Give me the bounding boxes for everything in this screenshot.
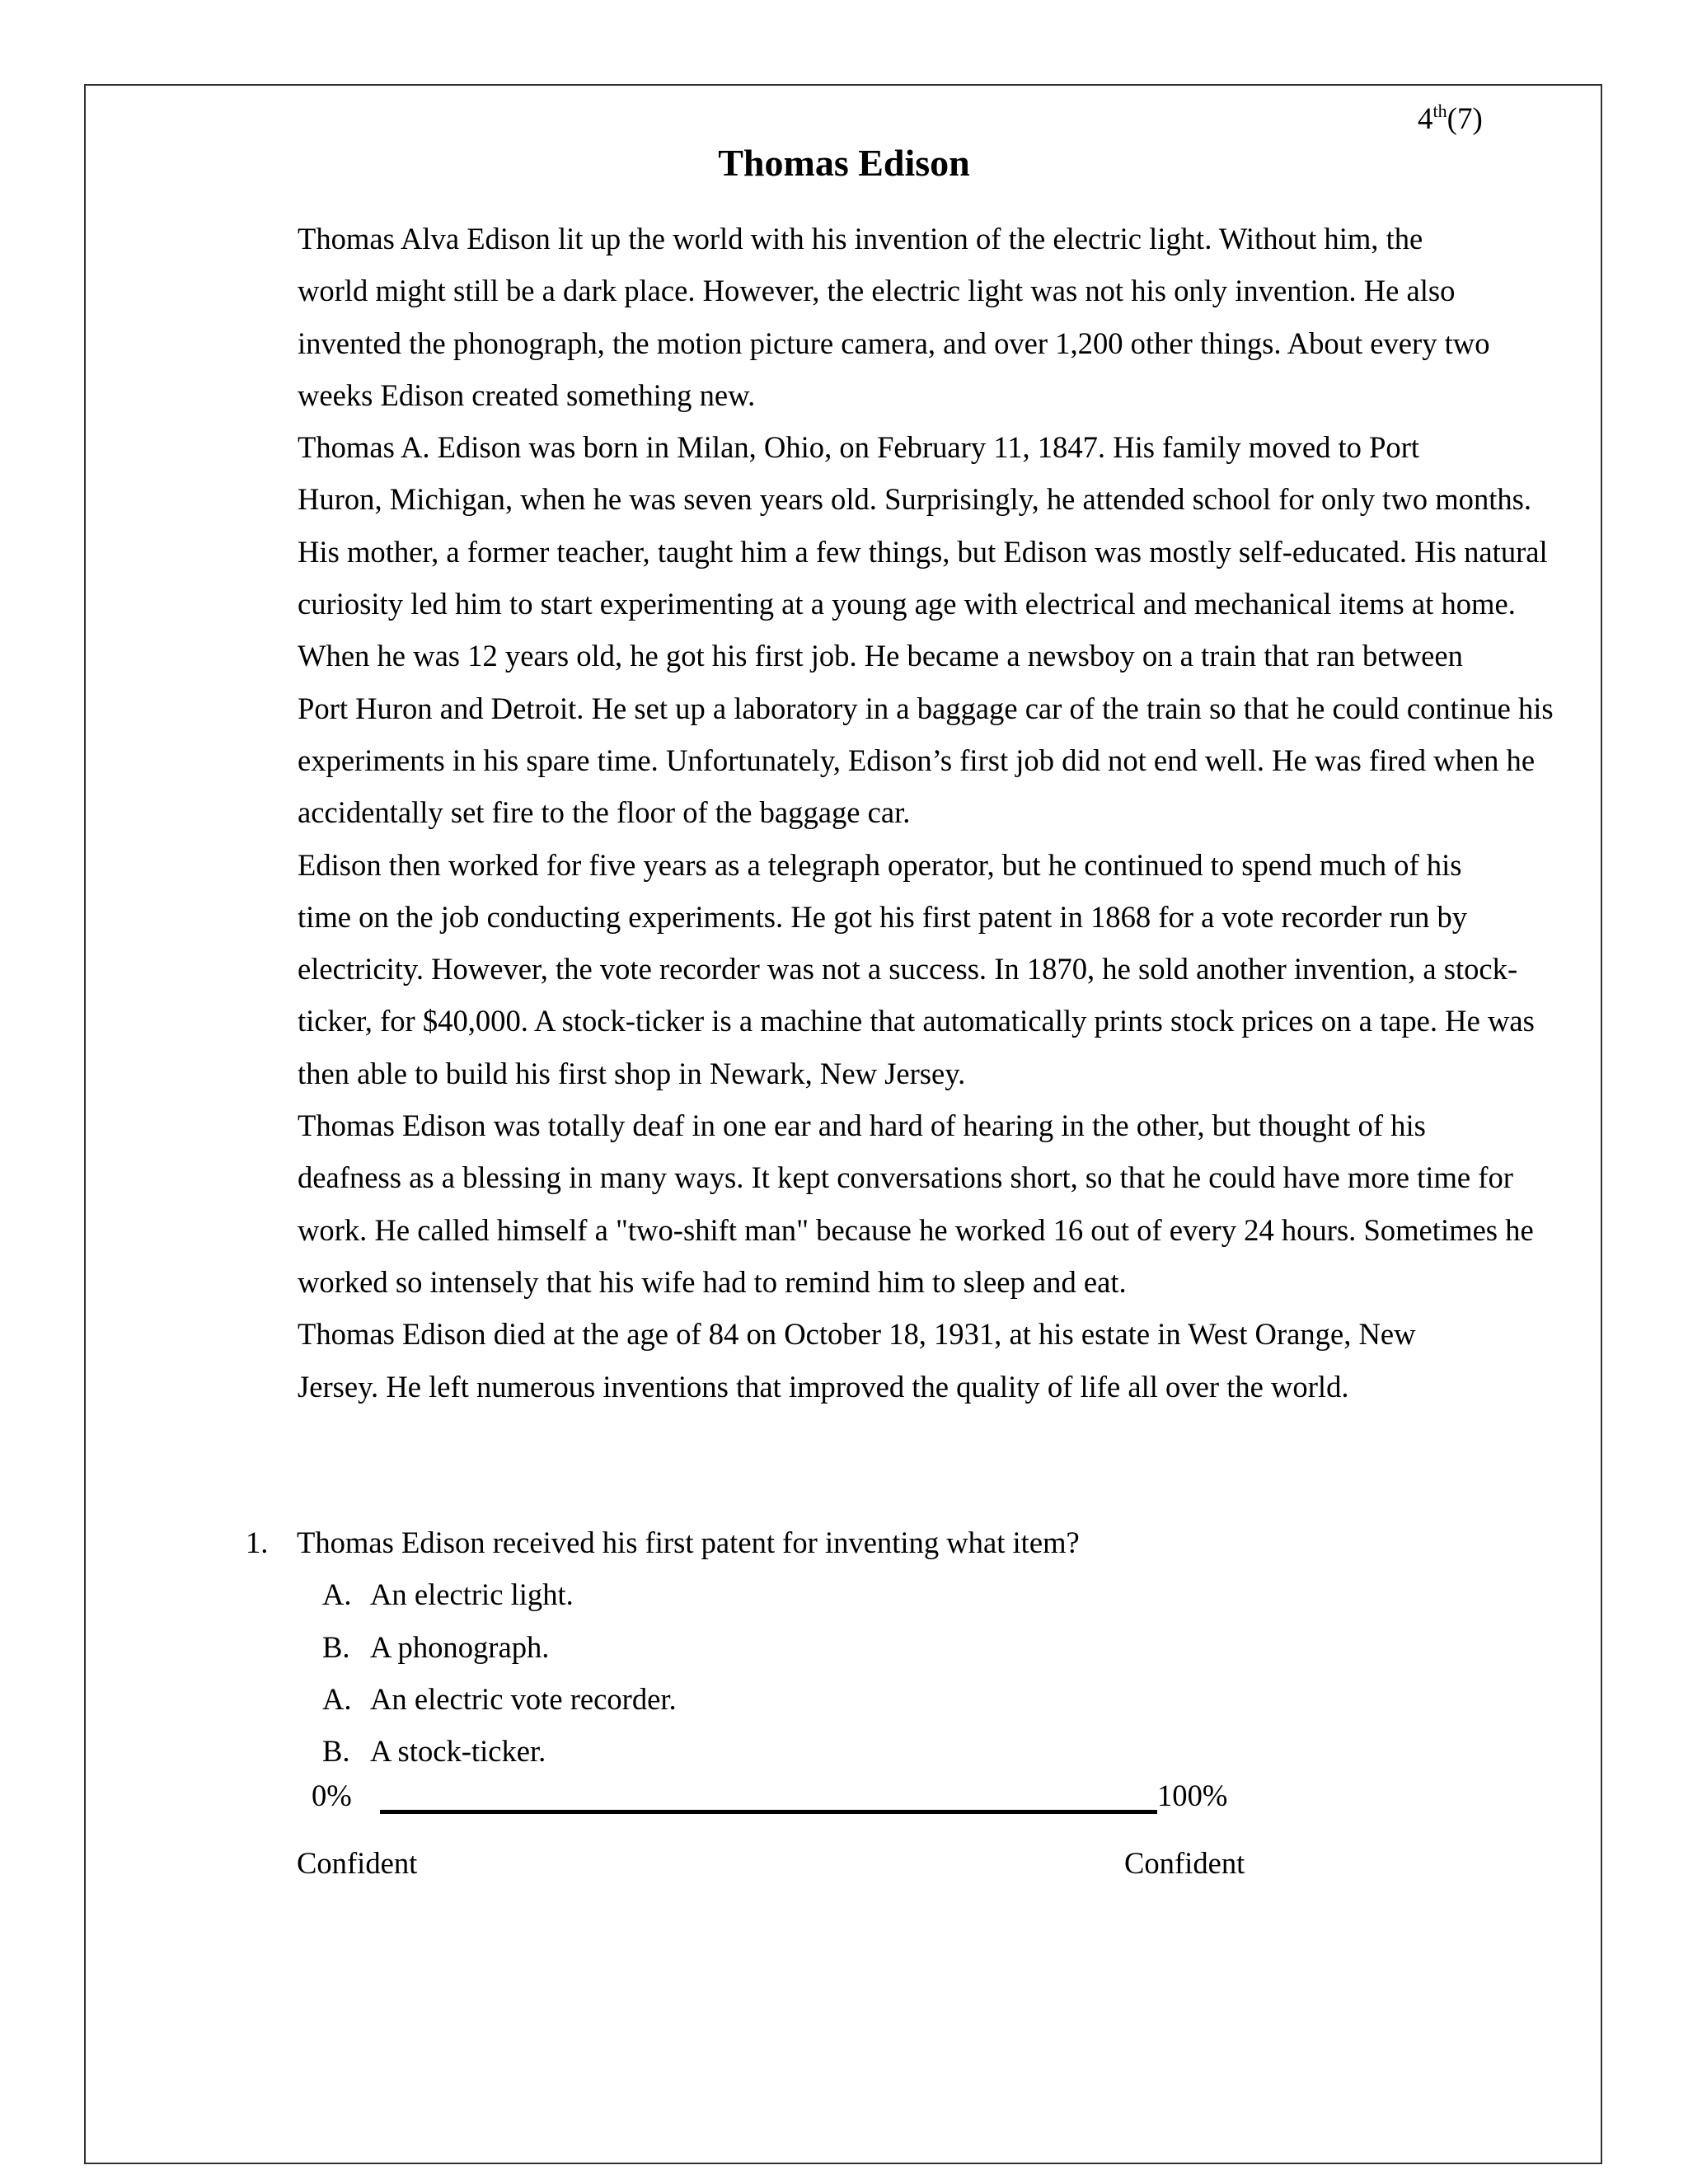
passage-line: Jersey. He left numerous inventions that improved the quality of life all over the world. [298,1369,1349,1404]
answer-option[interactable] [246,1725,1080,1777]
answer-option[interactable] [246,1673,1080,1725]
passage-line: work. He called himself a "two-shift man" because he worked 16 out of every 24 hours. Sometimes he [298,1212,1534,1247]
passage-line: experiments in his spare time. Unfortunately, Edison’s first job did not end well. He was fired when he [298,743,1536,777]
passage-line: ticker, for $40,000. A stock-ticker is a machine that automatically prints stock prices on a tape. He was [298,1004,1535,1038]
passage-line: weeks Edison created something new. [298,377,756,412]
passage-line: Thomas Edison died at the age of 84 on October 18, 1931, at his estate in West Orange, New [298,1317,1416,1352]
passage-line: then able to build his first shop in Newark, New Jersey. [298,1056,966,1090]
confidence-scale-line[interactable] [380,1810,1157,1814]
paragraph [198,630,1554,838]
passage-line: His mother, a former teacher, taught him a few things, but Edison was mostly self-educated. His natural [298,534,1548,569]
passage-line: curiosity led him to start experimenting at a young age with electrical and mechanical items at home. [298,587,1516,621]
passage-line: invented the phonograph, the motion picture camera, and over 1,200 other things. About every two [298,326,1490,360]
question-stem [246,1516,1080,1568]
question-text: Thomas Edison received his first patent for inventing what item? [297,1526,1080,1559]
option-letter: A. [322,1681,352,1716]
option-text: An electric vote recorder. [370,1681,677,1716]
option-text: An electric light. [370,1577,574,1612]
grade-suffix: th [1432,101,1447,121]
scale-low-label: 0% [312,1779,352,1812]
passage-line: accidentally set fire to the floor of the baggage car. [298,795,911,830]
answer-options [246,1568,1080,1777]
answer-option[interactable] [246,1621,1080,1673]
passage-line: Thomas Alva Edison lit up the world with his invention of the electric light. Without him, the [298,222,1423,255]
grade-label [1418,101,1483,138]
paragraph [198,839,1535,1099]
scale-high-label: 100% [1157,1779,1228,1812]
page-title: Thomas Edison [718,142,970,184]
option-letter: B. [322,1734,350,1769]
scale-low-caption: Confident [297,1846,418,1880]
grade-code: (7) [1447,102,1483,136]
reading-passage [198,213,1554,1413]
passage-line: deafness as a blessing in many ways. It kept conversations short, so that he could have more time for [298,1160,1513,1195]
passage-line: time on the job conducting experiments. He got his first patent in 1868 for a vote recorder run by [298,899,1468,934]
question-block [246,1516,1080,1777]
passage-line: world might still be a dark place. However, the electric light was not his only invention. He also [298,274,1456,308]
paragraph [198,213,1490,421]
option-letter: A. [322,1577,352,1612]
passage-line: When he was 12 years old, he got his first job. He became a newsboy on a train that ran between [298,639,1463,673]
question-number: 1. [246,1526,269,1559]
passage-line: Thomas Edison was totally deaf in one ear and hard of hearing in the other, but thought of his [298,1108,1426,1143]
option-letter: B. [322,1629,350,1664]
option-text: A phonograph. [370,1629,550,1664]
passage-line: worked so intensely that his wife had to remind him to sleep and eat. [298,1264,1127,1299]
answer-option[interactable] [246,1568,1080,1620]
option-text: A stock-ticker. [370,1734,546,1769]
paragraph [198,1099,1534,1308]
scale-high-caption: Confident [1124,1846,1245,1880]
paragraph [198,1308,1484,1413]
grade-number: 4 [1418,102,1433,136]
passage-line: electricity. However, the vote recorder was not a success. In 1870, he sold another invention, a stock- [298,952,1518,987]
passage-line: Thomas A. Edison was born in Milan, Ohio, on February 11, 1847. His family moved to Port [298,430,1420,465]
passage-line: Huron, Michigan, when he was seven years old. Surprisingly, he attended school for only two months. [298,482,1532,517]
paragraph [198,421,1548,630]
passage-line: Port Huron and Detroit. He set up a laboratory in a baggage car of the train so that he could continue his [298,691,1554,725]
passage-line: Edison then worked for five years as a telegraph operator, but he continued to spend much of his [298,847,1462,882]
